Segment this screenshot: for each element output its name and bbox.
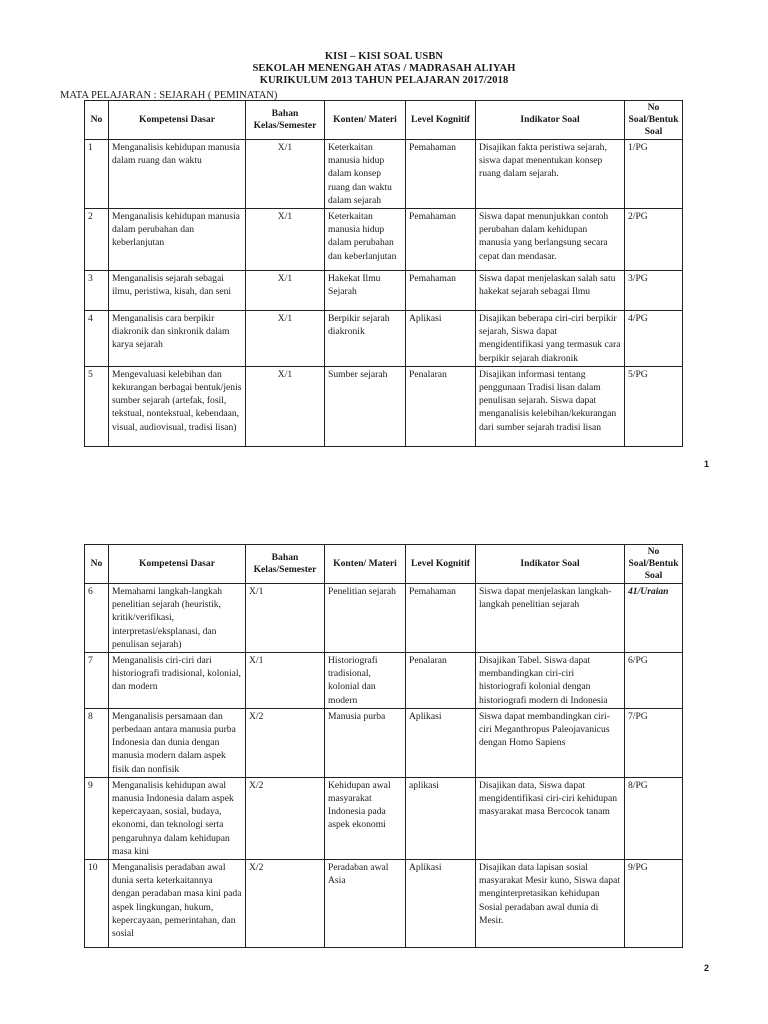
- table-row: [85, 311, 683, 367]
- cell-no: 1: [85, 140, 109, 209]
- cell-kode: 8/PG: [625, 777, 683, 859]
- cell-kd: Menganalisis sejarah sebagai ilmu, peristiwa, kisah, dan seni: [109, 271, 246, 311]
- cell-kelas: X/1: [246, 140, 325, 209]
- cell-indikator: Siswa dapat menjelaskan salah satu hakekat sejarah sebagai Ilmu: [476, 271, 625, 311]
- cell-indikator: Siswa dapat menunjukkan contoh perubahan dalam kehidupan manusia yang berlangsung secara cepat dan mendasar.: [476, 209, 625, 271]
- cell-indikator: Disajikan data lapisan sosial masyarakat Mesir kuno, Siswa dapat menginterpretasikan kehidupan Sosial peradaban awal dunia di Mesir.: [476, 860, 625, 948]
- col-header-no: No: [85, 101, 109, 140]
- cell-no: 10: [85, 860, 109, 948]
- cell-konten: Penelitian sejarah: [325, 584, 406, 653]
- table-row: [85, 271, 683, 311]
- col-header-kode: No Soal/Bentuk Soal: [625, 101, 683, 140]
- table-header-row: [85, 101, 683, 140]
- cell-kode: 3/PG: [625, 271, 683, 311]
- page-number: 1: [704, 459, 710, 469]
- cell-kode: 7/PG: [625, 708, 683, 777]
- cell-kelas: X/2: [246, 860, 325, 948]
- cell-kode: 4/PG: [625, 311, 683, 367]
- cell-no: 3: [85, 271, 109, 311]
- cell-kd: Mengevaluasi kelebihan dan kekurangan berbagai bentuk/jenis sumber sejarah (artefak, fosil, tekstual, nontekstual, kebendaan, visual, audiovisual, tradisi lisan): [109, 366, 246, 446]
- cell-indikator: Disajikan Tabel. Siswa dapat membandingkan ciri-ciri historiografi kolonial dengan historiografi modern di Indonesia: [476, 653, 625, 709]
- cell-kd: Menganalisis kehidupan manusia dalam ruang dan waktu: [109, 140, 246, 209]
- cell-indikator: Disajikan data, Siswa dapat mengidentifikasi ciri-ciri kehidupan masyarakat masa Bercocok tanam: [476, 777, 625, 859]
- cell-indikator: Disajikan fakta peristiwa sejarah, siswa dapat menentukan konsep ruang dalam sejarah.: [476, 140, 625, 209]
- cell-level: Aplikasi: [406, 860, 476, 948]
- table-row: [85, 366, 683, 446]
- cell-level: Pemahaman: [406, 140, 476, 209]
- col-header-level: Level Kognitif: [406, 545, 476, 584]
- cell-kode: 1/PG: [625, 140, 683, 209]
- subject-label: MATA PELAJARAN : SEJARAH ( PEMINATAN): [60, 90, 278, 101]
- col-header-indikator: Indikator Soal: [476, 101, 625, 140]
- cell-konten: Peradaban awal Asia: [325, 860, 406, 948]
- cell-no: 8: [85, 708, 109, 777]
- doc-title-line-3: KURIKULUM 2013 TAHUN PELAJARAN 2017/2018: [259, 75, 509, 86]
- table-row: [85, 777, 683, 859]
- table-row: [85, 209, 683, 271]
- cell-kelas: X/2: [246, 777, 325, 859]
- cell-kode: 2/PG: [625, 209, 683, 271]
- table-header-row: [85, 545, 683, 584]
- cell-no: 9: [85, 777, 109, 859]
- cell-level: Pemahaman: [406, 209, 476, 271]
- doc-title-line-2: SEKOLAH MENENGAH ATAS / MADRASAH ALIYAH: [252, 63, 516, 74]
- cell-konten: Hakekat Ilmu Sejarah: [325, 271, 406, 311]
- cell-kode: 5/PG: [625, 366, 683, 446]
- table-row: [85, 584, 683, 653]
- cell-kelas: X/2: [246, 708, 325, 777]
- cell-kd: Memahami langkah-langkah penelitian sejarah (heuristik, kritik/verifikasi, interpretasi/eksplanasi, dan penulisan sejarah): [109, 584, 246, 653]
- table-row: [85, 140, 683, 209]
- cell-kd: Menganalisis ciri-ciri dari historiografi tradisional, kolonial, dan modern: [109, 653, 246, 709]
- cell-kd: Menganalisis cara berpikir diakronik dan sinkronik dalam karya sejarah: [109, 311, 246, 367]
- cell-kelas: X/1: [246, 311, 325, 367]
- page-number: 2: [704, 963, 710, 973]
- cell-kd: Menganalisis persamaan dan perbedaan antara manusia purba Indonesia dan dunia dengan manusia modern dalam aspek fisik dan nonfisik: [109, 708, 246, 777]
- cell-konten: Sumber sejarah: [325, 366, 406, 446]
- col-header-kd: Kompetensi Dasar: [109, 101, 246, 140]
- col-header-kelas: Bahan Kelas/Semester: [246, 545, 325, 584]
- cell-level: Aplikasi: [406, 708, 476, 777]
- kisi-table-page-2: [84, 544, 683, 948]
- cell-konten: Keterkaitan manusia hidup dalam konsep ruang dan waktu dalam sejarah: [325, 140, 406, 209]
- cell-kelas: X/1: [246, 653, 325, 709]
- cell-indikator: Siswa dapat menjelaskan langkah-langkah penelitian sejarah: [476, 584, 625, 653]
- cell-kode: 41/Uraian: [625, 584, 683, 653]
- cell-kelas: X/1: [246, 209, 325, 271]
- col-header-konten: Konten/ Materi: [325, 545, 406, 584]
- col-header-kd: Kompetensi Dasar: [109, 545, 246, 584]
- cell-level: Aplikasi: [406, 311, 476, 367]
- cell-level: aplikasi: [406, 777, 476, 859]
- cell-kelas: X/1: [246, 584, 325, 653]
- cell-no: 7: [85, 653, 109, 709]
- cell-kd: Menganalisis peradaban awal dunia serta keterkaitannya dengan peradaban masa kini pada aspek lingkungan, hukum, kepercayaan, pemerintahan, dan sosial: [109, 860, 246, 948]
- cell-indikator: Disajikan beberapa ciri-ciri berpikir sejarah, Siswa dapat mengidentifikasi yang termasuk cara berpikir sejarah diakronik: [476, 311, 625, 367]
- cell-kode: 9/PG: [625, 860, 683, 948]
- cell-level: Pemahaman: [406, 584, 476, 653]
- doc-title-line-1: KISI – KISI SOAL USBN: [324, 51, 444, 62]
- cell-kelas: X/1: [246, 366, 325, 446]
- cell-konten: Kehidupan awal masyarakat Indonesia pada aspek ekonomi: [325, 777, 406, 859]
- cell-konten: Berpikir sejarah diakronik: [325, 311, 406, 367]
- cell-no: 2: [85, 209, 109, 271]
- table-row: [85, 653, 683, 709]
- kisi-table-page-1: [84, 100, 683, 447]
- col-header-indikator: Indikator Soal: [476, 545, 625, 584]
- cell-indikator: Siswa dapat membandingkan ciri- ciri Meganthropus Paleojavanicus dengan Homo Sapiens: [476, 708, 625, 777]
- col-header-level: Level Kognitif: [406, 101, 476, 140]
- cell-kd: Menganalisis kehidupan awal manusia Indonesia dalam aspek kepercayaan, sosial, budaya, ekonomi, dan teknologi serta pengaruhnya dalam kehidupan masa kini: [109, 777, 246, 859]
- cell-konten: Historiografi tradisional, kolonial dan modern: [325, 653, 406, 709]
- cell-konten: Manusia purba: [325, 708, 406, 777]
- cell-no: 6: [85, 584, 109, 653]
- cell-kode: 6/PG: [625, 653, 683, 709]
- col-header-kode: No Soal/Bentuk Soal: [625, 545, 683, 584]
- cell-indikator: Disajikan informasi tentang penggunaan Tradisi lisan dalam penulisan sejarah. Siswa dapat menganalisis kelebihan/kekurangan dari sumber sejarah tradisi lisan: [476, 366, 625, 446]
- cell-kd: Menganalisis kehidupan manusia dalam perubahan dan keberlanjutan: [109, 209, 246, 271]
- cell-level: Pemahaman: [406, 271, 476, 311]
- cell-no: 5: [85, 366, 109, 446]
- cell-level: Penalaran: [406, 366, 476, 446]
- table-row: [85, 860, 683, 948]
- cell-level: Penalaran: [406, 653, 476, 709]
- col-header-kelas: Bahan Kelas/Semester: [246, 101, 325, 140]
- cell-kelas: X/1: [246, 271, 325, 311]
- col-header-no: No: [85, 545, 109, 584]
- cell-konten: Keterkaitan manusia hidup dalam perubahan dan keberlanjutan: [325, 209, 406, 271]
- table-row: [85, 708, 683, 777]
- col-header-konten: Konten/ Materi: [325, 101, 406, 140]
- cell-no: 4: [85, 311, 109, 367]
